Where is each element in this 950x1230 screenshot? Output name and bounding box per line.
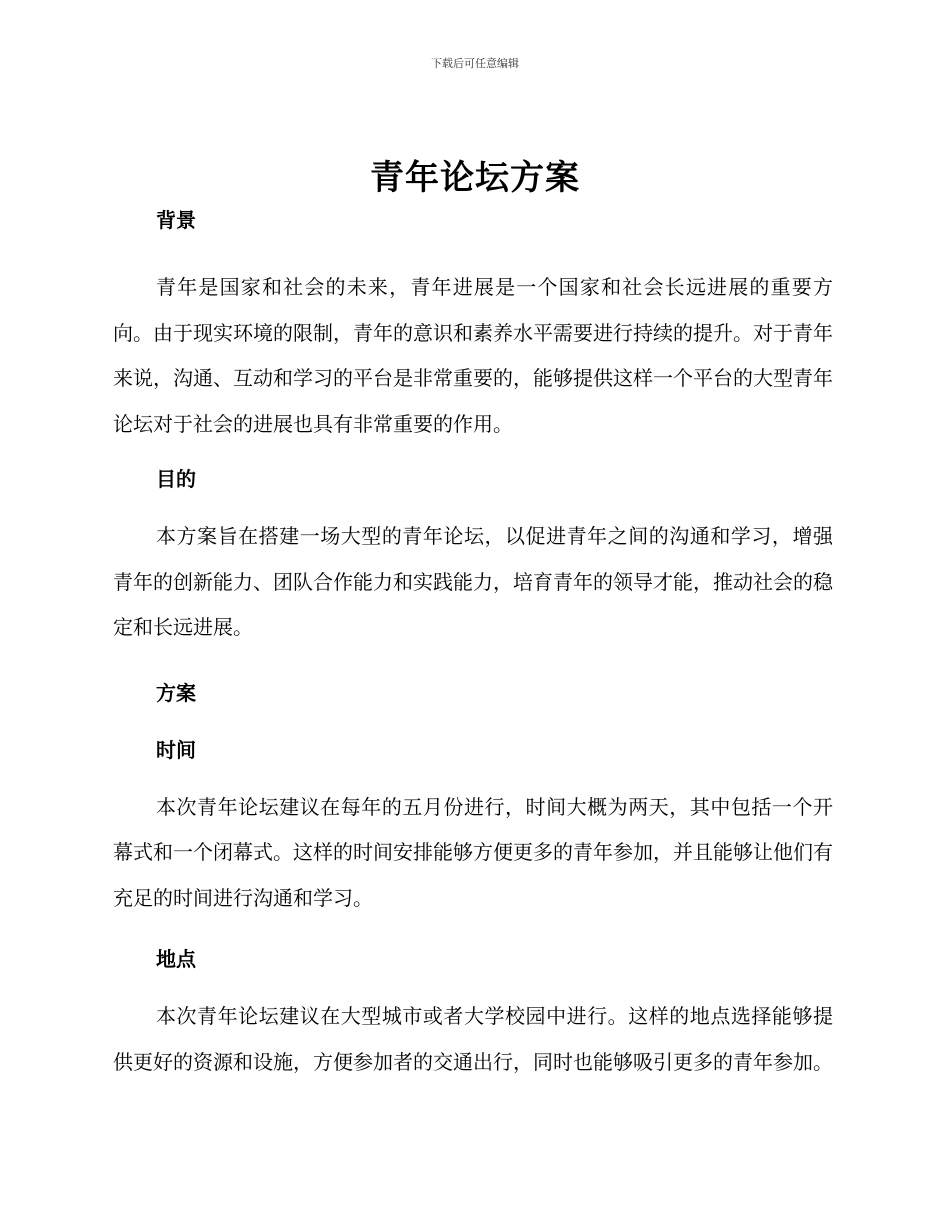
section-paragraph-place: 本次青年论坛建议在大型城市或者大学校园中进行。这样的地点选择能够提供更好的资源和设施，方便参加者的交通出行，同时也能够吸引更多的青年参加。	[113, 1004, 833, 1074]
section-heading-time: 时间	[156, 737, 196, 762]
section-heading-plan: 方案	[156, 680, 196, 705]
section-heading-background: 背景	[156, 208, 196, 232]
document-title: 青年论坛方案	[370, 158, 580, 198]
section-heading-place: 地点	[156, 947, 196, 971]
section-paragraph-goal: 本方案旨在搭建一场大型的青年论坛，以促进青年之间的沟通和学习，增强青年的创新能力、团队合作能力和实践能力，培育青年的领导才能，推动社会的稳定和长远进展。	[113, 524, 833, 639]
header-note: 下载后可任意编辑	[431, 57, 519, 70]
section-paragraph-background: 青年是国家和社会的未来，青年进展是一个国家和社会长远进展的重要方向。由于现实环境的限制，青年的意识和素养水平需要进行持续的提升。对于青年来说，沟通、互动和学习的平台是非常重要的，能够提供这样一个平台的大型青年论坛对于社会的进展也具有非常重要的作用。	[113, 275, 833, 436]
document-body	[113, 205, 833, 1085]
section-heading-goal: 目的	[156, 467, 196, 491]
section-paragraph-time: 本次青年论坛建议在每年的五月份进行，时间大概为两天，其中包括一个开幕式和一个闭幕式。这样的时间安排能够方便更多的青年参加，并且能够让他们有充足的时间进行沟通和学习。	[113, 794, 833, 910]
